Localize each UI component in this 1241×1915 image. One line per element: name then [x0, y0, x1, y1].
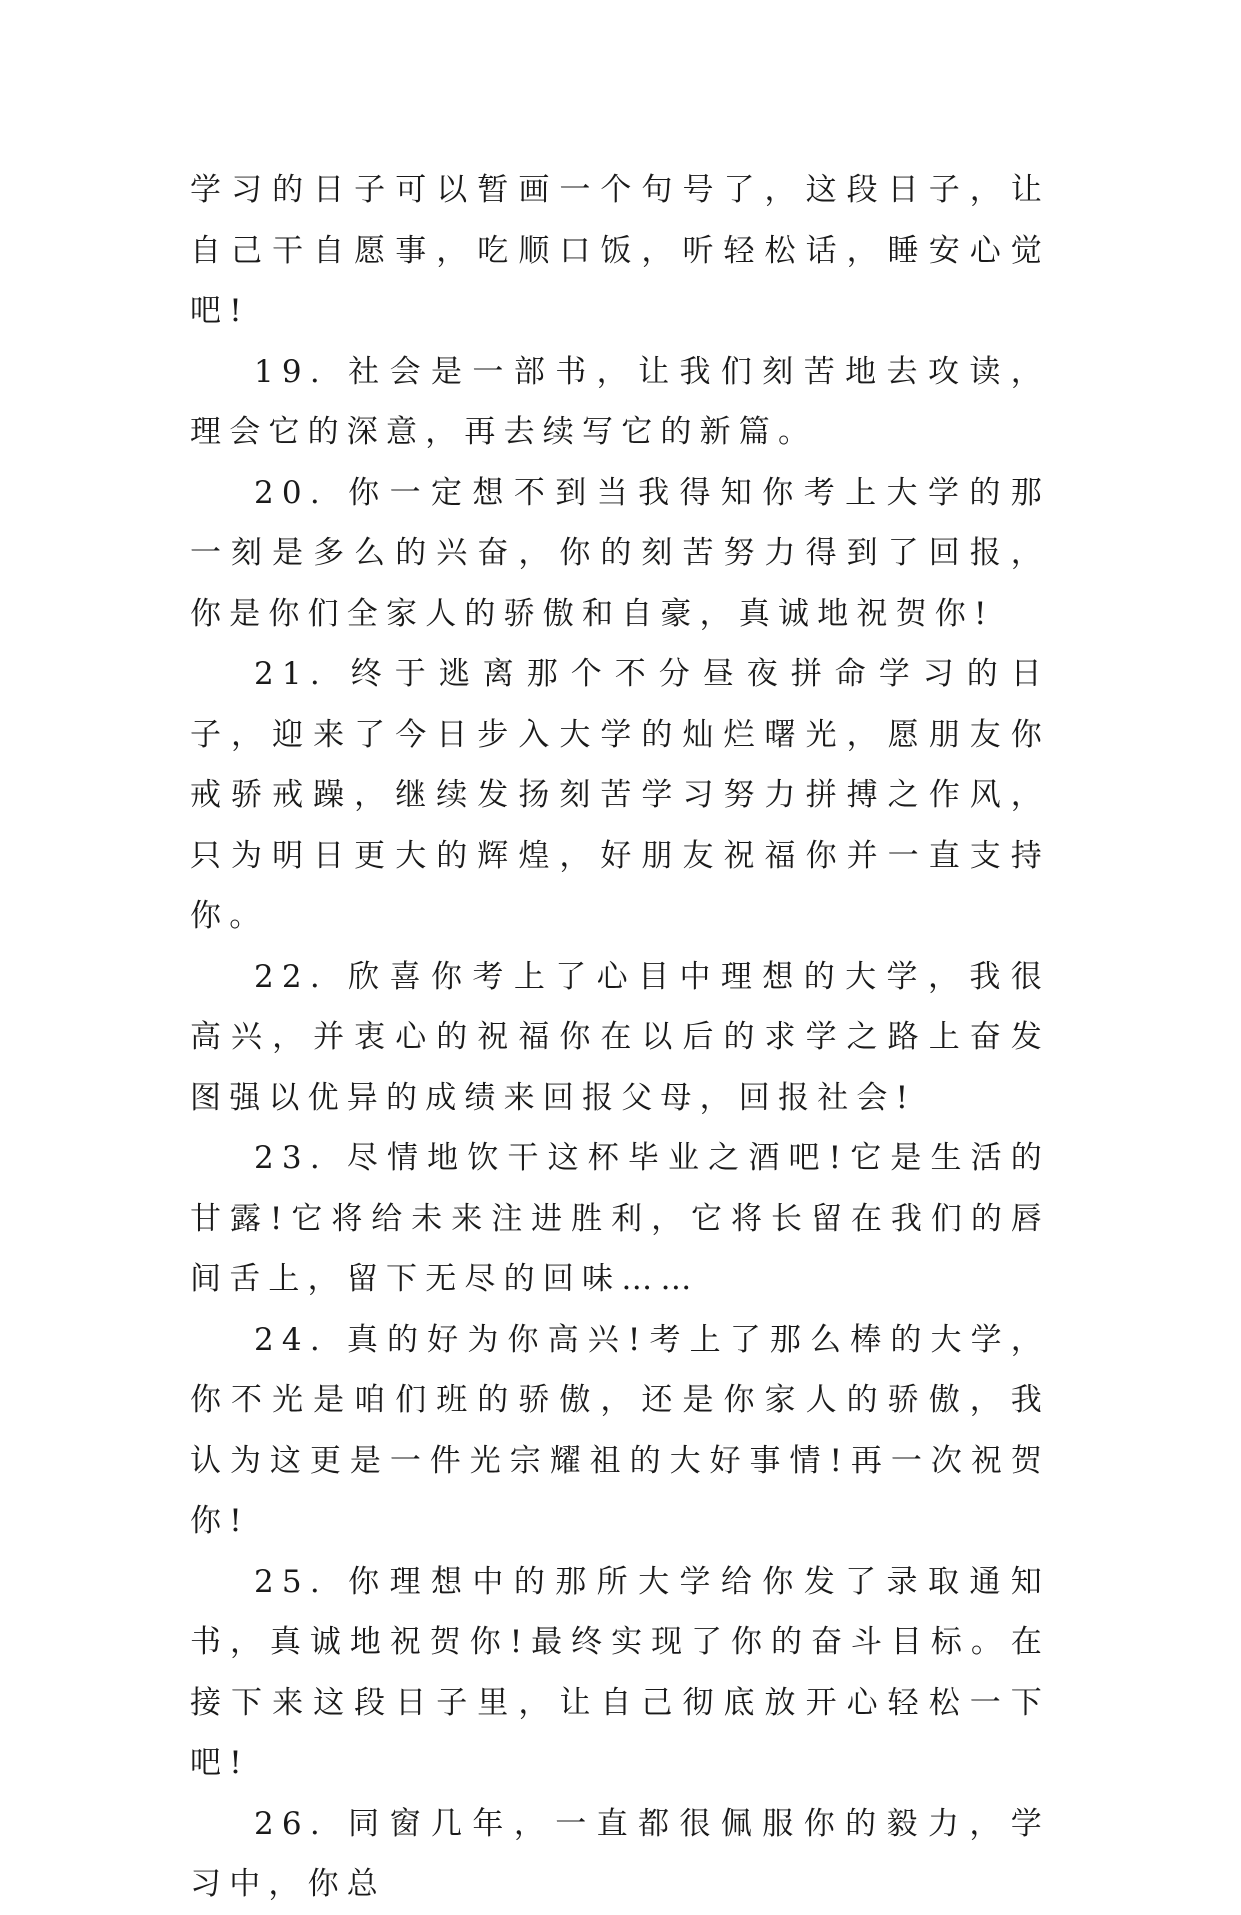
paragraph-22: 22. 欣喜你考上了心目中理想的大学，我很高兴，并衷心的祝福你在以后的求学之路上奋发图强以优异的成绩来回报父母，回报社会!: [190, 958, 1050, 1116]
document-page: [190, 160, 1050, 1915]
paragraph-25: 25. 你理想中的那所大学给你发了录取通知书，真诚地祝贺你!最终实现了你的奋斗目标。在接下来这段日子里，让自己彻底放开心轻松一下吧!: [190, 1563, 1050, 1781]
paragraph-19: 19. 社会是一部书，让我们刻苦地去攻读，理会它的深意，再去续写它的新篇。: [190, 353, 1050, 450]
paragraph-23: 23. 尽情地饮干这杯毕业之酒吧!它是生活的甘露!它将给未来注进胜利，它将长留在我们的唇间舌上，留下无尽的回味……: [190, 1140, 1050, 1297]
paragraph-20: 20. 你一定想不到当我得知你考上大学的那一刻是多么的兴奋，你的刻苦努力得到了回报，你是你们全家人的骄傲和自豪，真诚地祝贺你!: [190, 474, 1050, 632]
paragraph-24: 24. 真的好为你高兴!考上了那么棒的大学，你不光是咱们班的骄傲，还是你家人的骄傲，我认为这更是一件光宗耀祖的大好事情!再一次祝贺你!: [190, 1321, 1050, 1539]
paragraph-21: 21. 终于逃离那个不分昼夜拼命学习的日子，迎来了今日步入大学的灿烂曙光，愿朋友你戒骄戒躁，继续发扬刻苦学习努力拼搏之作风，只为明日更大的辉煌，好朋友祝福你并一直支持你。: [190, 656, 1050, 934]
paragraph-18-continued: 学习的日子可以暂画一个句号了，这段日子，让自己干自愿事，吃顺口饭，听轻松话，睡安心觉吧!: [190, 172, 1050, 329]
paragraph-26: 26. 同窗几年，一直都很佩服你的毅力，学习中，你总: [190, 1805, 1050, 1902]
